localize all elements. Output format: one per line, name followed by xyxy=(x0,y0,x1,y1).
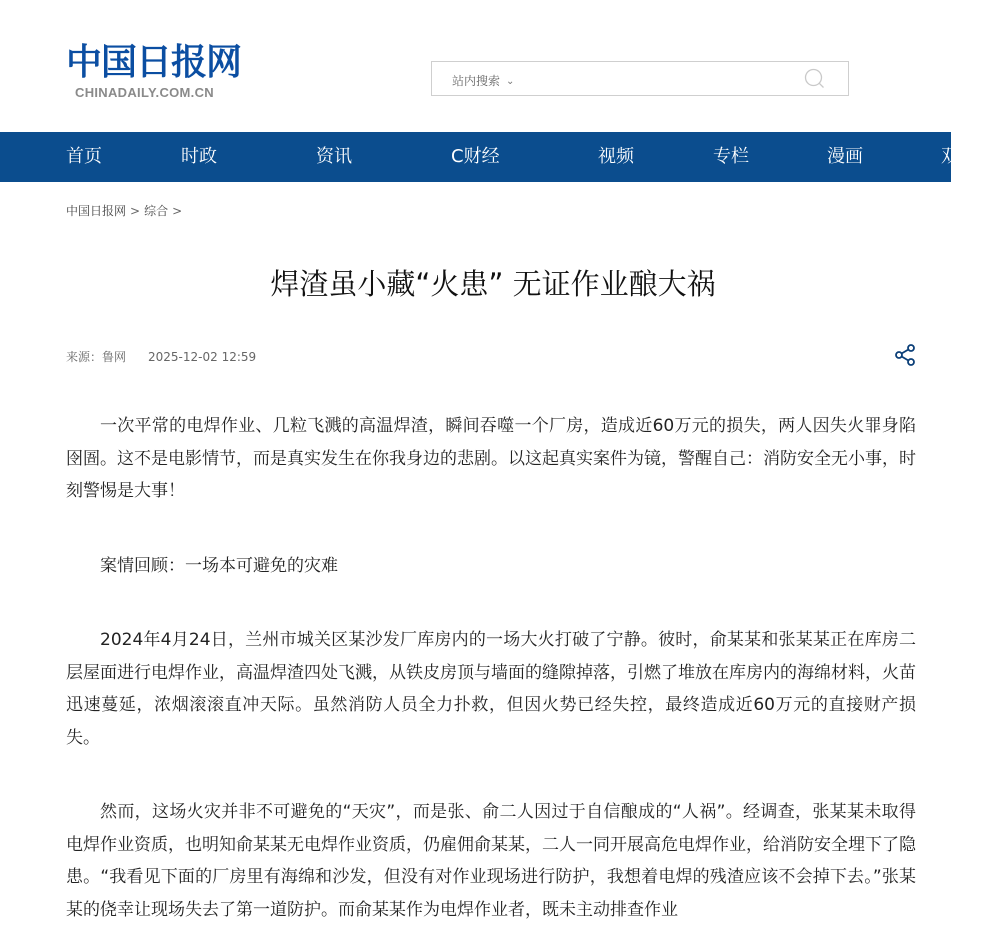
breadcrumb-section-link[interactable]: 综合 xyxy=(144,204,169,218)
nav-item-home[interactable]: 首页 xyxy=(66,146,102,167)
breadcrumb-separator: > xyxy=(130,204,141,218)
article-body xyxy=(66,410,916,926)
breadcrumb-home-link[interactable]: 中国日报网 xyxy=(66,204,127,218)
share-icon[interactable] xyxy=(893,343,917,367)
article-paragraph: 2024年4月24日，兰州市城关区某沙发厂库房内的一场大火打破了宁静。彼时，俞某某和张某某正在库房二层屋面进行电焊作业，高温焊渣四处飞溅，从铁皮房顶与墙面的缝隙掉落，引燃了堆放在库房内的海绵材料，火苗迅速蔓延，浓烟滚滚直冲天际。虽然消防人员全力扑救，但因火势已经失控，最终造成近60万元的直接财产损失。 xyxy=(66,630,916,748)
search-scope-select[interactable] xyxy=(452,72,514,89)
main-nav xyxy=(0,132,959,182)
search-input[interactable] xyxy=(542,67,796,93)
search-box xyxy=(431,61,849,96)
article-paragraph: 然而，这场火灾并非不可避免的“天灾”，而是张、俞二人因过于自信酿成的“人祸”。经调查，张某某未取得电焊作业资质，也明知俞某某无电焊作业资质，仍雇佣俞某某，二人一同开展高危电焊作业，给消防安全埋下了隐患。“我看见下面的厂房里有海绵和沙发，但没有对作业现场进行防护，我想着电焊的残渣应该不会掉下去。”张某某的侥幸让现场失去了第一道防护。而俞某某作为电焊作业者，既未主动排查作业 xyxy=(66,802,916,920)
chevron-down-icon: ⌄ xyxy=(506,76,515,87)
breadcrumb-separator: > xyxy=(172,204,183,218)
breadcrumb xyxy=(66,202,186,219)
logo-chinese-text: 中国日报网 xyxy=(66,41,242,83)
article-paragraph: 一次平常的电焊作业、几粒飞溅的高温焊渣，瞬间吞噬一个厂房，造成近60万元的损失，两人因失火罪身陷囹圄。这不是电影情节，而是真实发生在你我身边的悲剧。以这起真实案件为镜，警醒自己：消防安全无小事，时刻警惕是大事！ xyxy=(66,416,916,501)
article-subheading: 案情回顾：一场本可避免的灾难 xyxy=(100,555,338,576)
site-header xyxy=(0,0,951,132)
search-icon[interactable] xyxy=(804,68,826,90)
search-scope-label: 站内搜索 xyxy=(452,74,501,88)
article-date: 2025-12-02 12:59 xyxy=(148,350,257,364)
nav-item-finance[interactable]: C财经 xyxy=(451,146,500,167)
nav-item-politics[interactable]: 时政 xyxy=(181,146,217,167)
nav-item-comics[interactable]: 漫画 xyxy=(827,146,863,167)
site-logo[interactable] xyxy=(66,40,242,104)
nav-item-video[interactable]: 视频 xyxy=(598,146,634,167)
nav-item-bilingual[interactable]: 双 xyxy=(941,146,959,167)
article-title: 焊渣虽小藏“火患” 无证作业酿大祸 xyxy=(270,267,716,301)
article-source: 来源：鲁网 xyxy=(66,350,127,364)
logo-english-text: CHINADAILY.COM.CN xyxy=(75,85,214,100)
nav-item-news[interactable]: 资讯 xyxy=(316,146,352,167)
nav-item-column[interactable]: 专栏 xyxy=(713,146,749,167)
article-meta xyxy=(66,348,256,365)
